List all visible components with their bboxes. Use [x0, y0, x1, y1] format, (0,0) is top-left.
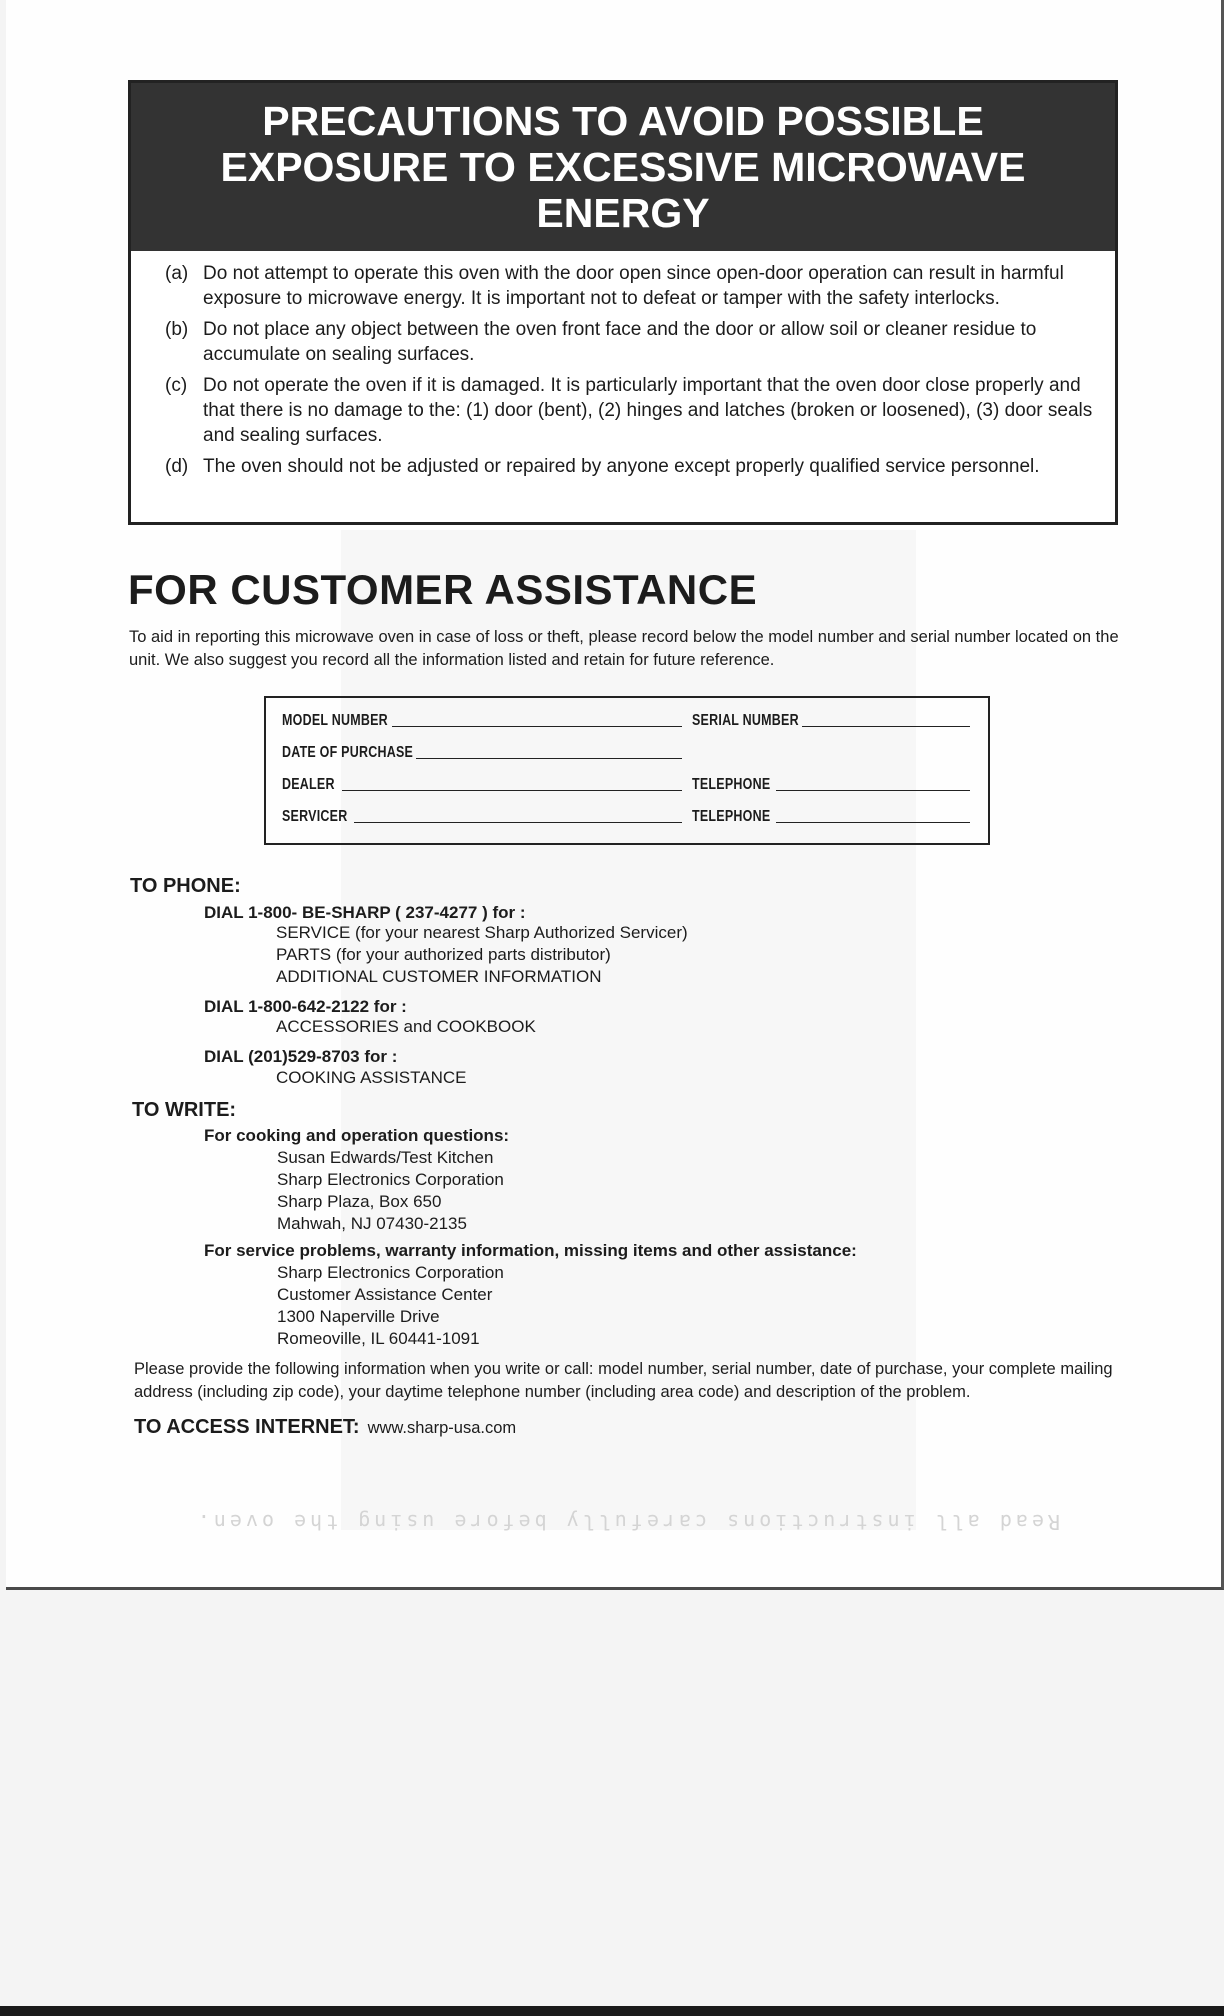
servicer-label: SERVICER: [282, 808, 348, 825]
customer-assistance-title: FOR CUSTOMER ASSISTANCE: [128, 566, 758, 613]
precaution-letter: (b): [165, 319, 189, 340]
dial-info-line: ADDITIONAL CUSTOMER INFORMATION: [276, 967, 602, 986]
serial-number-row: [692, 712, 970, 730]
scanner-edge: [0, 2006, 1224, 2016]
servicer-row: [282, 808, 682, 826]
dial-be-sharp: DIAL 1-800- BE-SHARP ( 237-4277 ) for :: [204, 903, 526, 922]
telephone-row-1: [692, 776, 970, 794]
dial-accessories: DIAL 1-800-642-2122 for :: [204, 997, 407, 1016]
address-line: Sharp Electronics Corporation: [277, 1263, 504, 1282]
dial-service-line: SERVICE (for your nearest Sharp Authorized Servicer): [276, 923, 688, 942]
telephone-label: TELEPHONE: [692, 808, 771, 825]
precaution-letter: (a): [165, 263, 189, 284]
address-line: Sharp Electronics Corporation: [277, 1170, 504, 1189]
precaution-letter: (c): [165, 375, 188, 396]
precaution-text: The oven should not be adjusted or repaired by anyone except properly qualified service personnel.: [203, 456, 1040, 477]
precautions-list: [131, 251, 1115, 479]
model-number-row: [282, 712, 682, 730]
address-line: Customer Assistance Center: [277, 1285, 493, 1304]
precaution-text: Do not place any object between the oven front face and the door or allow soil or cleaner residue to accumulate on sealing surfaces.: [203, 319, 1037, 365]
address-line: Susan Edwards/Test Kitchen: [277, 1148, 494, 1167]
precaution-item: [165, 454, 1093, 479]
date-of-purchase-line[interactable]: [416, 757, 682, 759]
cooking-questions-heading: For cooking and operation questions:: [204, 1126, 510, 1145]
closing-paragraph: Please provide the following information when you write or call: model number, serial number, date of purchase, your complete mailing address (including zip code), your daytime telephone number (including area code) and description of the problem.: [134, 1360, 1113, 1401]
model-number-label: MODEL NUMBER: [282, 712, 388, 729]
precaution-item: [165, 317, 1093, 367]
telephone-label: TELEPHONE: [692, 776, 771, 793]
precautions-header: [131, 83, 1115, 251]
telephone-line[interactable]: [776, 789, 970, 791]
precaution-text: Do not attempt to operate this oven with the door open since open-door operation can result in harmful exposure to microwave energy. It is important not to defeat or tamper with the safety interlocks.: [203, 263, 1064, 309]
serial-number-line[interactable]: [802, 725, 970, 727]
internet-row: [134, 1416, 516, 1439]
serial-number-label: SERIAL NUMBER: [692, 712, 799, 729]
telephone-row-2: [692, 808, 970, 826]
internet-url[interactable]: www.sharp-usa.com: [367, 1419, 517, 1437]
precautions-box: [128, 80, 1118, 525]
date-of-purchase-label: DATE OF PURCHASE: [282, 744, 414, 761]
address-line: Romeoville, IL 60441-1091: [277, 1329, 480, 1348]
service-problems-heading: For service problems, warranty information, missing items and other assistance:: [204, 1241, 857, 1260]
address-line: Sharp Plaza, Box 650: [277, 1192, 442, 1211]
dial-parts-line: PARTS (for your authorized parts distributor): [276, 945, 611, 964]
precaution-letter: (d): [165, 456, 189, 477]
dealer-label: DEALER: [282, 776, 335, 793]
dial-cooking-line: COOKING ASSISTANCE: [276, 1068, 467, 1087]
telephone-line[interactable]: [776, 821, 970, 823]
date-of-purchase-row: [282, 744, 682, 762]
address-line: 1300 Naperville Drive: [277, 1307, 440, 1326]
dealer-line[interactable]: [342, 789, 682, 791]
model-number-line[interactable]: [392, 725, 682, 727]
to-write-heading: TO WRITE:: [132, 1099, 237, 1121]
to-phone-heading: TO PHONE:: [130, 875, 241, 897]
dealer-row: [282, 776, 682, 794]
precaution-item: [165, 261, 1093, 311]
record-form: [264, 696, 990, 845]
precautions-title: PRECAUTIONS TO AVOID POSSIBLE EXPOSURE TO EXCESSIVE MICROWAVE ENERGY: [220, 98, 1026, 236]
dial-accessories-line: ACCESSORIES and COOKBOOK: [276, 1017, 536, 1036]
bleed-through-text: Read all instructions carefully before using the oven.: [193, 1510, 1060, 1534]
customer-assistance-intro: To aid in reporting this microwave oven in case of loss or theft, please record below the model number and serial number located on the unit. We also suggest you record all the information listed and retain for future reference.: [129, 628, 1119, 669]
address-line: Mahwah, NJ 07430-2135: [277, 1214, 467, 1233]
servicer-line[interactable]: [354, 821, 682, 823]
internet-label: TO ACCESS INTERNET:: [134, 1416, 360, 1438]
precaution-item: [165, 373, 1093, 448]
precaution-text: Do not operate the oven if it is damaged. It is particularly important that the oven door close properly and that there is no damage to the: (1) door (bent), (2) hinges and latches (broken or loosened), (3) door seals and sealing surfaces.: [203, 375, 1093, 446]
dial-cooking: DIAL (201)529-8703 for :: [204, 1047, 398, 1066]
